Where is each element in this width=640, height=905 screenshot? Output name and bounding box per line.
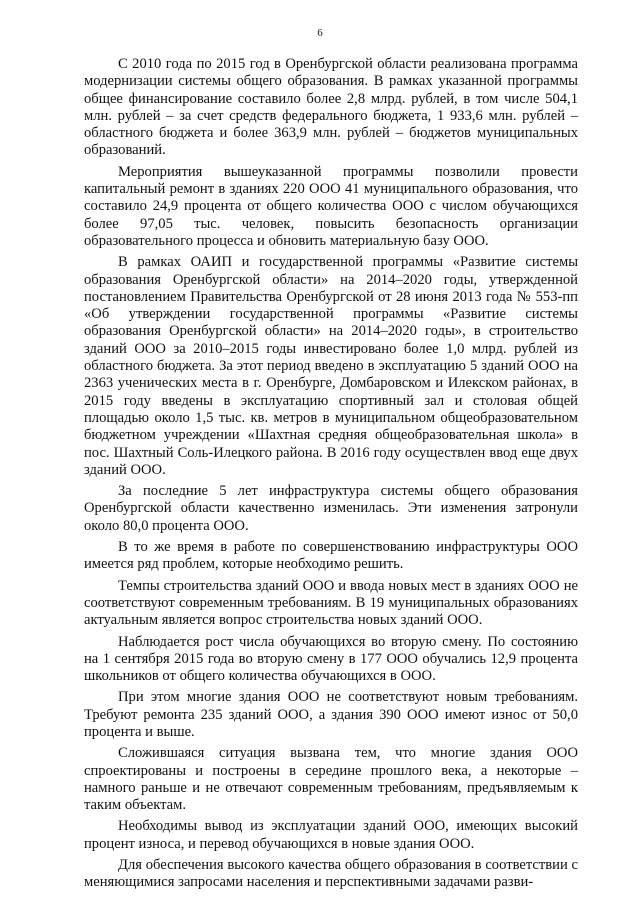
paragraph-4: За последние 5 лет инфраструктура системы общего образования Оренбургской области качественно изменилась. Эти изменения затронули около 80,0 процента ООО. bbox=[84, 483, 578, 534]
paragraph-5: В то же время в работе по совершенствованию инфраструктуры ООО имеется ряд проблем, которые необходимо решить. bbox=[84, 539, 578, 573]
paragraph-3: В рамках ОАИП и государственной программы «Развитие системы образования Оренбургской области» на 2014–2020 годы, утвержденной постановлением Правительства Оренбургской от 28 июня 2013 года № 553-пп «Об утверждении государственной программы «Развитие системы образования Оренбургской области» на 2014–2020 годы», в строительство зданий ООО за 2010–2015 годы инвестировано более 1,0 млрд. рублей из областного бюджета. За этот период введено в эксплуатацию 5 зданий ООО на 2363 ученических места в г. Оренбурге, Домбаровском и Илекском районах, в 2015 году введены в эксплуатацию спортивный зал и столовая общей площадью около 1,5 тыс. кв. метров в муниципальном общеобразовательном бюджетном учреждении «Шахтная средняя общеобразовательная школа» в пос. Шахтный Соль-Илецкого района. В 2016 году осуществлен ввод еще двух зданий ООО. bbox=[84, 254, 578, 478]
paragraph-8: При этом многие здания ООО не соответствуют новым требованиям. Требуют ремонта 235 зданий ООО, а здания 390 ООО имеют износ от 50,0 процента и выше. bbox=[84, 689, 578, 740]
paragraph-1: С 2010 года по 2015 год в Оренбургской области реализована программа модернизации системы общего образования. В рамках указанной программы общее финансирование составило более 2,8 млрд. рублей, в том числе 504,1 млн. рублей – за счет средств федерального бюджета, 1 933,6 млн. рублей – областного бюджета и более 363,9 млн. рублей – бюджетов муниципальных образований. bbox=[84, 56, 578, 159]
paragraph-7: Наблюдается рост числа обучающихся во вторую смену. По состоянию на 1 сентября 2015 года во вторую смену в 177 ООО обучались 12,9 процента школьников от общего количества обучающихся в ООО. bbox=[84, 633, 578, 685]
page-number: 6 bbox=[317, 27, 323, 39]
document-body bbox=[84, 56, 578, 896]
paragraph-2: Мероприятия вышеуказанной программы позволили провести капитальный ремонт в зданиях 220 ООО 41 муниципального образования, что составило 24,9 процента от общего количества ООО с числом обучающихся более 97,05 тыс. человек, повысить безопасность организации образовательного процесса и обновить материальную базу ООО. bbox=[84, 163, 578, 249]
paragraph-10: Необходимы вывод из эксплуатации зданий ООО, имеющих высокий процент износа, и перевод обучающихся в новые здания ООО. bbox=[84, 818, 578, 852]
paragraph-11: Для обеспечения высокого качества общего образования в соответствии с меняющимися запросами населения и перспективными задачами разви- bbox=[84, 857, 578, 891]
paragraph-6: Темпы строительства зданий ООО и ввода новых мест в зданиях ООО не соответствуют современным требованиям. В 19 муниципальных образованиях актуальным является вопрос строительства новых зданий ООО. bbox=[84, 577, 578, 629]
paragraph-9: Сложившаяся ситуация вызвана тем, что многие здания ООО спроектированы и построены в середине прошлого века, а некоторые – намного раньше и не отвечают современным требованиям, предъявляемым к таким объектам. bbox=[84, 745, 578, 814]
